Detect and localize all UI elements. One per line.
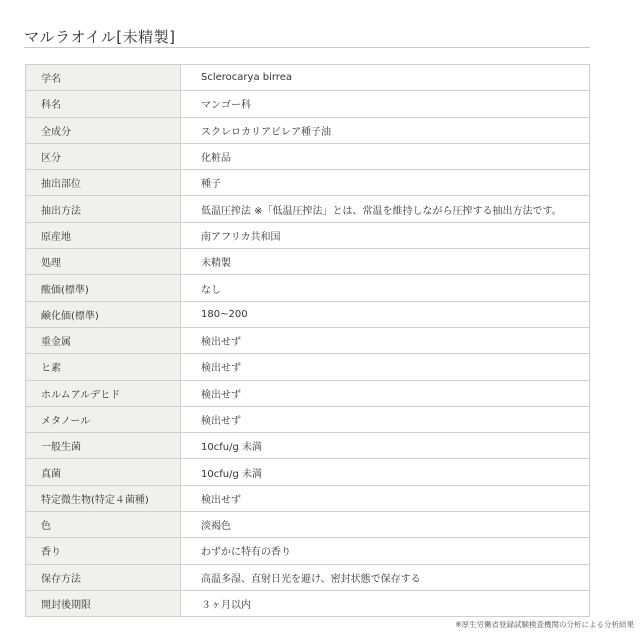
row-label: 区分 bbox=[26, 143, 181, 169]
table-row bbox=[26, 433, 590, 459]
table-row bbox=[26, 485, 590, 511]
row-value: 検出せず bbox=[181, 406, 590, 432]
table-row bbox=[26, 222, 590, 248]
row-value: わずかに特有の香り bbox=[181, 538, 590, 564]
row-value: 検出せず bbox=[181, 380, 590, 406]
row-label: 保存方法 bbox=[26, 564, 181, 590]
row-label: ホルムアルデヒド bbox=[26, 380, 181, 406]
table-row bbox=[26, 275, 590, 301]
row-label: 全成分 bbox=[26, 117, 181, 143]
table-row bbox=[26, 538, 590, 564]
table-row bbox=[26, 196, 590, 222]
row-label: 科名 bbox=[26, 91, 181, 117]
table-row bbox=[26, 564, 590, 590]
row-label: 処理 bbox=[26, 249, 181, 275]
row-value: スクレロカリアビレア種子油 bbox=[181, 117, 590, 143]
row-label: 酸価(標準) bbox=[26, 275, 181, 301]
table-row bbox=[26, 459, 590, 485]
table-row bbox=[26, 590, 590, 616]
row-label: メタノール bbox=[26, 406, 181, 432]
table-row bbox=[26, 117, 590, 143]
row-label: 学名 bbox=[26, 65, 181, 91]
analysis-footnote: ※厚生労働省登録試験検査機関の分析による分析結果 bbox=[455, 620, 634, 629]
table-row bbox=[26, 249, 590, 275]
table-row bbox=[26, 406, 590, 432]
row-value: 淡褐色 bbox=[181, 512, 590, 538]
row-value: 10cfu/g 未満 bbox=[181, 433, 590, 459]
row-value: マンゴー科 bbox=[181, 91, 590, 117]
row-label: 真菌 bbox=[26, 459, 181, 485]
row-value: 高温多湿、直射日光を避け、密封状態で保存する bbox=[181, 564, 590, 590]
row-value: 化粧品 bbox=[181, 143, 590, 169]
row-value: 180~200 bbox=[181, 301, 590, 327]
row-value: Sclerocarya birrea bbox=[181, 65, 590, 91]
table-row bbox=[26, 65, 590, 91]
row-value: 検出せず bbox=[181, 354, 590, 380]
row-label: 抽出方法 bbox=[26, 196, 181, 222]
table-row bbox=[26, 301, 590, 327]
row-label: 原産地 bbox=[26, 222, 181, 248]
table-row bbox=[26, 170, 590, 196]
row-label: 香り bbox=[26, 538, 181, 564]
table-row bbox=[26, 380, 590, 406]
row-label: 特定微生物(特定４菌種) bbox=[26, 485, 181, 511]
row-value: 10cfu/g 未満 bbox=[181, 459, 590, 485]
table-row bbox=[26, 512, 590, 538]
row-value: ３ヶ月以内 bbox=[181, 590, 590, 616]
row-label: 色 bbox=[26, 512, 181, 538]
row-value: 南アフリカ共和国 bbox=[181, 222, 590, 248]
row-value: 検出せず bbox=[181, 327, 590, 353]
spec-table bbox=[25, 64, 590, 617]
row-label: 鹸化価(標準) bbox=[26, 301, 181, 327]
row-label: 開封後期限 bbox=[26, 590, 181, 616]
row-label: ヒ素 bbox=[26, 354, 181, 380]
table-row bbox=[26, 143, 590, 169]
row-value: 低温圧搾法 ※「低温圧搾法」とは、常温を維持しながら圧搾する抽出方法です。 bbox=[181, 196, 590, 222]
row-value: 未精製 bbox=[181, 249, 590, 275]
row-value: 検出せず bbox=[181, 485, 590, 511]
table-row bbox=[26, 354, 590, 380]
row-label: 重金属 bbox=[26, 327, 181, 353]
spec-table-body bbox=[26, 65, 590, 617]
title-divider bbox=[24, 47, 590, 48]
row-value: 種子 bbox=[181, 170, 590, 196]
row-label: 抽出部位 bbox=[26, 170, 181, 196]
row-value: なし bbox=[181, 275, 590, 301]
row-label: 一般生菌 bbox=[26, 433, 181, 459]
table-row bbox=[26, 91, 590, 117]
table-row bbox=[26, 327, 590, 353]
page-title: マルラオイル[未精製] bbox=[24, 28, 176, 46]
